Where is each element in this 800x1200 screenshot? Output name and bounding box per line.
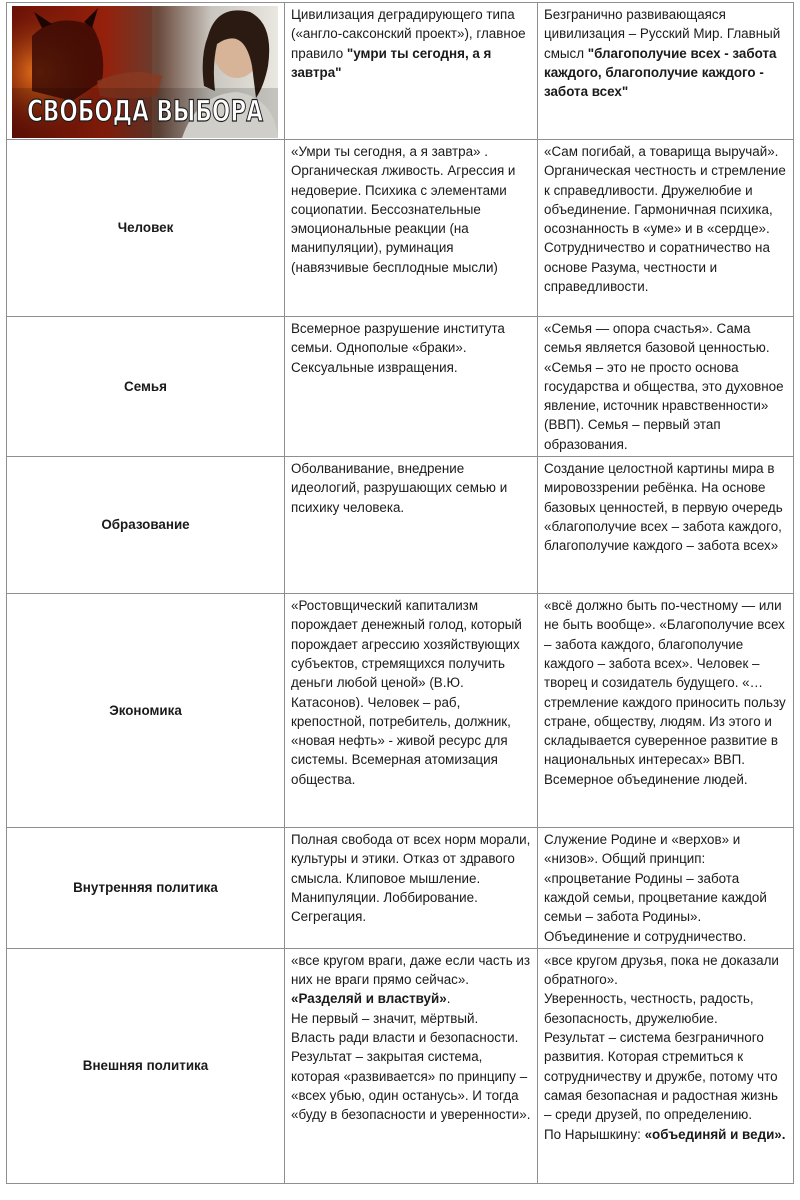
- row-col2: «Сам погибай, а товарища выручай». Органическая честность и стремление к справедливости. Дружелюбие и объединение. Гармоничная психика, осознанность в «уме» и в «сердце». Сотрудничество и соратничество на основе Разума, честности и справедливости.: [538, 140, 794, 317]
- choice-of-freedom-image: [12, 6, 278, 138]
- paragraph: «все кругом друзья, пока не доказали обратного».: [544, 952, 779, 988]
- paragraph: Власть ради власти и безопасности.: [291, 1030, 519, 1046]
- row-col1: «Умри ты сегодня, а я завтра» . Органическая лживость. Агрессия и недоверие. Психика с элементами социопатии. Бессознательные эмоциональные реакции (на манипуляции), руминация (навязчивые бесплодные мысли): [285, 140, 538, 317]
- header-col2: Безгранично развивающаяся цивилизация – Русский Мир. Главный смысл "благополучие всех - забота каждого, благополучие каждого - забота всех": [538, 3, 794, 140]
- table-row: [7, 594, 794, 828]
- row-col2: [538, 948, 794, 1183]
- table-row: [7, 948, 794, 1183]
- header-row: [7, 3, 794, 140]
- paragraph: «все кругом враги, даже если часть из них не враги прямо сейчас». «Разделяй и властвуй».: [291, 952, 531, 1007]
- header-col1: Цивилизация деградирующего типа («англо-саксонский проект»), главное правило "умри ты сегодня, а я завтра": [285, 3, 538, 140]
- table-row: [7, 828, 794, 949]
- table-row: [7, 317, 794, 457]
- paragraph: По Нарышкину: «объединяй и веди».: [544, 1126, 786, 1142]
- row-col1: Всемерное разрушение института семьи. Однополые «браки». Сексуальные извращения.: [285, 317, 538, 457]
- table-row: [7, 457, 794, 594]
- row-label: Внешняя политика: [7, 948, 285, 1183]
- row-col1: [285, 948, 538, 1183]
- paragraph: Не первый – значит, мёртвый.: [291, 1010, 479, 1026]
- comparison-table: [6, 2, 794, 1184]
- row-col2: Служение Родине и «верхов» и «низов». Общий принцип: «процветание Родины – забота каждой семьи, процветание каждой семьи – забота Родины». Объединение и сотрудничество.: [538, 828, 794, 949]
- row-col1: Полная свобода от всех норм морали, культуры и этики. Отказ от здравого смысла. Клиповое мышление. Манипуляции. Лоббирование. Сегрегация.: [285, 828, 538, 949]
- paragraph: Результат – закрытая система, которая «развивается» по принципу – «всех убью, один останусь». И тогда «буду в безопасности и уверенности».: [291, 1049, 531, 1123]
- row-col2: «всё должно быть по-честному — или не быть вообще». «Благополучие всех – забота каждого, благополучие каждого – забота всех». Человек – творец и созидатель будущего. «…стремление каждого приносить пользу стране, обществу, людям. Из этого и складывается суверенное развитие в национальных интересах» ВВП. Всемерное объединение людей.: [538, 594, 794, 828]
- row-label: Семья: [7, 317, 285, 457]
- paragraph: Уверенность, честность, радость, безопасность, дружелюбие.: [544, 991, 754, 1026]
- row-col1: «Ростовщический капитализм порождает денежный голод, который порождает агрессию хозяйствующих субъектов, стремящихся получить деньги любой ценой» (В.Ю. Катасонов). Человек – раб, крепостной, потребитель, должник, «новая нефть» - живой ресурс для системы. Всемерная атомизация общества.: [285, 594, 538, 828]
- row-col1: Оболванивание, внедрение идеологий, разрушающих семью и психику человека.: [285, 457, 538, 594]
- row-col2: «Семья — опора счастья». Сама семья является базовой ценностью. «Семья – это не просто основа государства и общества, это духовное явление, источник нравственности» (ВВП). Семья – первый этап образования.: [538, 317, 794, 457]
- table-row: [7, 140, 794, 317]
- row-col2: Создание целостной картины мира в мировоззрении ребёнка. На основе базовых ценностей, в первую очередь «благополучие всех – забота каждого, благополучие каждого – забота всех»: [538, 457, 794, 594]
- header-image-cell: [7, 3, 285, 140]
- row-label: Человек: [7, 140, 285, 317]
- row-label: Экономика: [7, 594, 285, 828]
- paragraph: Результат – система безграничного развития. Которая стремиться к сотрудничеству и дружбе, потому что самая безопасная и радостная жизнь – среди друзей, по определению.: [544, 1030, 779, 1123]
- image-title: СВОБОДА ВЫБОРА: [27, 94, 264, 128]
- row-label: Образование: [7, 457, 285, 594]
- row-label: Внутренняя политика: [7, 828, 285, 949]
